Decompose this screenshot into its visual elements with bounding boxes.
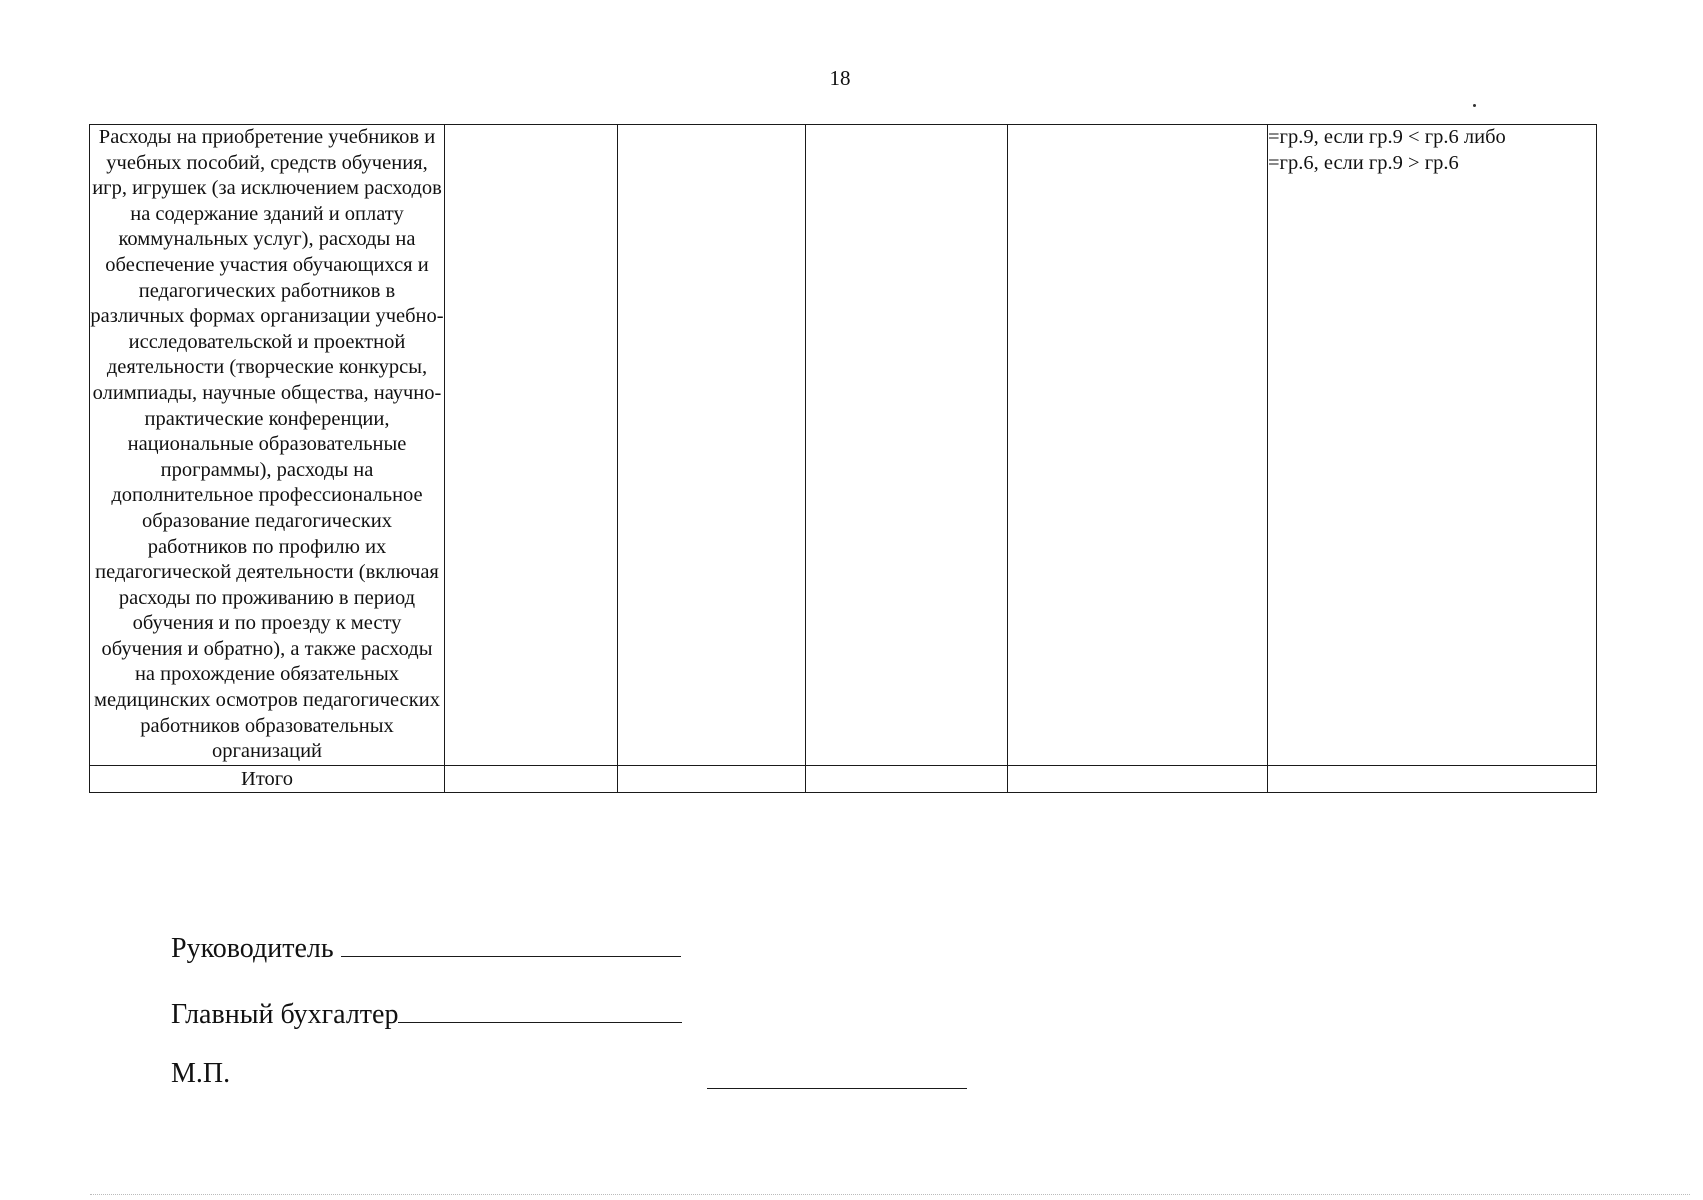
seal-place <box>171 1058 230 1090</box>
head-signature-line[interactable] <box>341 926 681 957</box>
formula-line-1: =гр.9, если гр.9 < гр.6 либо <box>1268 126 1506 148</box>
table-cell-col4 <box>806 125 1008 766</box>
total-label: Итого <box>90 765 445 792</box>
total-cell-col6 <box>1268 765 1597 792</box>
scan-artifact-dot <box>1473 104 1476 107</box>
scan-artifact-line <box>90 1194 1690 1195</box>
total-cell-col3 <box>618 765 806 792</box>
total-cell-col4 <box>806 765 1008 792</box>
seal-label: М.П. <box>171 1058 231 1089</box>
table-cell-col2 <box>445 125 618 766</box>
head-signature-label: Руководитель <box>171 933 334 964</box>
table-cell-col5 <box>1008 125 1268 766</box>
expense-description-cell: Расходы на приобретение учебников и учебных пособий, средств обучения, игр, игрушек (за исключением расходов на содержание зданий и оплату коммунальных услуг), расходы на обеспечение участия обучающихся и педагогических работников в различных формах организации учебно-исследовательской и проектной деятельности (творческие конкурсы, олимпиады, научные общества, научно-практические конференции, национальные образовательные программы), расходы на дополнительное профессиональное образование педагогических работников по профилю их педагогической деятельности (включая расходы по проживанию в период обучения и по проезду к месту обучения и обратно), а также расходы на прохождение обязательных медицинских осмотров педагогических работников образовательных организаций <box>90 125 445 766</box>
page-number: 18 <box>829 66 851 90</box>
accountant-signature-label: Главный бухгалтер <box>171 999 399 1030</box>
total-cell-col2 <box>445 765 618 792</box>
formula-line-2: =гр.6, если гр.9 > гр.6 <box>1268 151 1459 174</box>
total-row <box>90 765 1597 792</box>
head-signature <box>171 926 681 965</box>
expenses-table <box>89 124 1597 793</box>
accountant-signature-line[interactable] <box>398 992 682 1023</box>
accountant-signature <box>171 992 682 1031</box>
date-line[interactable] <box>707 1088 967 1089</box>
formula-cell <box>1268 125 1597 766</box>
table-row <box>90 125 1597 766</box>
total-cell-col5 <box>1008 765 1268 792</box>
table-cell-col3 <box>618 125 806 766</box>
